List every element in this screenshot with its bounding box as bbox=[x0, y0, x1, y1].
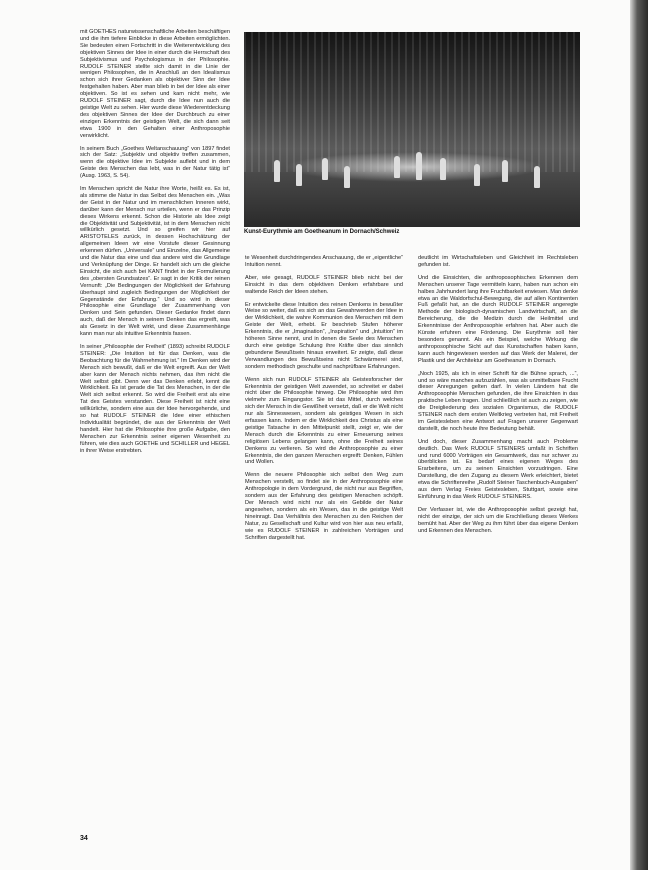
text-column-middle bbox=[245, 255, 403, 820]
eurythmy-photo bbox=[244, 32, 580, 227]
paragraph: Im Menschen spricht die Natur ihre Worte, heißt es. Es ist, als stimme die Natur in das Selbst des Menschen ein. „Was der Geist in der Natur und im menschlichen Inneren wirkt, darüber kann der Mensch nur urteilen, wenn er das Prinzip dieses Wirkens erkennt. Schon die Historie als Idee zeigt die Objektivität und Subjektivität, ist in dem Menschen nicht willkürlich gesetzt. Und so greifen wir hier auf ARISTOTELES zurück, in dessen Hochschätzung der allgemeinen Ideen wir eine Vorstufe dieser Gesinnung erkennen dürfen. „Universale“ und Einzelne, das Allgemeine und die Natur das eine und das andere wird die Grundlage und Verknüpfung der Dinge. Er handelt sich um die gleiche Einsicht, die sich auch bei KANT findet in der Formulierung des „obersten Grundsatzes“. Er sagt in der Kritik der reinen Vernunft: „Die Bedingungen der Möglichkeit der Erfahrung überhaupt sind zugleich Bedingungen der Möglichkeit der Gegenstände der Erfahrung.“ Und so wird in dieser Philosophie eine Grundlage der Zusammenhang von Denken und Sein gefunden. Dieser Gedanke findet dann auch, daß der Mensch in seinem Denken das ergreift, was als Gesetz in der Welt wirkt, und diese Zusammenhänge kann man nur als intuitive Erkenntnis fassen. bbox=[80, 186, 230, 338]
dancer-figure bbox=[274, 160, 280, 182]
dancer-figure bbox=[394, 156, 400, 178]
dancer-figure bbox=[534, 166, 540, 188]
paragraph: In seiner „Philosophie der Freiheit“ (1893) schreibt RUDOLF STEINER: „Die Intuition ist für das Denken, was die Beobachtung für die Wahrnehmung ist.“ Im Denken wird der Mensch sich bewußt, daß er die Welt ergreift. Aus der Welt aber kann der Mensch nichts nehmen, das ihm nicht die Welt selbst gibt. Denn wer das Denken erlebt, kennt die Wirklichkeit. Es ist gerade die Tat des Menschen, in der die Welt sich selbst erkennt. So wird die Freiheit erst als eine Tat des Geistes verstanden. Diese Freiheit ist nicht eine willkürliche, sondern eine aus der Idee hervorgehende, und so hat RUDOLF STEINER die Idee einer ethischen Individualität begründet, die aus der Erkenntnis der Welt handelt. Hier hat die Philosophie ihre große Aufgabe, den Menschen zur Erkenntnis seiner eigenen Wesenheit zu führen, wie dies auch GOETHE und SCHILLER und HEGEL in ihrer Weise erstrebten. bbox=[80, 343, 230, 454]
page-number: 34 bbox=[80, 835, 88, 842]
paragraph: Aber, wie gesagt, RUDOLF STEINER blieb nicht bei der Einsicht in das dem objektiven Denken erfahrbare und waltende Reich der Ideen stehen. bbox=[245, 274, 403, 295]
text-column-right bbox=[418, 255, 578, 820]
paragraph: mit GOETHES naturwissenschaftliche Arbeiten beschäftigen und die ihm tiefere Einblicke in diese Arbeiten ermöglichten. Sie bedeuten einen Fortschritt in die Weiterentwicklung des objektiven Sinnes der Idee in einer durch die Herrschaft des Subjektivismus und Psychologismus in der Philosophie. RUDOLF STEINER stellte sich damit in die Linie der wenigen Philosophen, die in Anschluß an den Idealismus schon sich ihrer Gedanken als objektiver Sinn der Idee festgehalten haben. Aber man blieb in bei der Idee als einer objektiven. So ist es sehen und kam nicht mehr, wie RUDOLF STEINER sagt, durch die Idee nun auch die geistige Welt zu sehen. Hier wurde diese Wiederentdeckung des objektiven Sinnes der Idee der Durchbruch zu einer einzigen Erkenntnis der geistigen Welt, die sich dann seit etwa 1900 in den Gehalten einer Anthroposophie verwirklicht. bbox=[80, 29, 230, 139]
paragraph: Der Verfasser ist, wie die Anthroposophie selbst gezeigt hat, nicht der einzige, der sich um die Erschließung dieses Werkes bemüht hat. Aber der Weg zu ihm führt über das eigene Denken und Erkennen des Menschen. bbox=[418, 506, 578, 534]
paragraph: Wenn sich nun RUDOLF STEINER als Geistesforscher der Erkenntnis der geistigen Welt zuwendet, so schreitet er dabei nicht über die Philosophie hinweg. Die Philosophie wird ihm vielmehr zum Eingangstor. Sie ist das Mittel, durch welches sich der Mensch in die Gewißheit versetzt, daß er die Welt nicht nur als Sinneswesen, sondern als geistiges Wesen in sich erfassen kann. Indem er die Wirklichkeit des Christus als eine geistige Tatsache in den Mittelpunkt stellt, zeigt er, wie der Mensch durch die Erkenntnis zu einer Erneuerung seines religiösen Lebens gelangen kann, ohne die Freiheit seines Denkens zu verlieren. So wird die Anthroposophie zu einer Erkenntnis, die den ganzen Menschen ergreift: Denken, Fühlen und Wollen. bbox=[245, 376, 403, 466]
paragraph: „Noch 1925, als ich in einer Schrift für die Bühne sprach, ...“, und so wäre manches aufzuzählen, was als unmittelbare Frucht dieser Anregungen gelten darf. In vielen Ländern hat die Anthroposophie Menschen gefunden, die ihre Einsichten in das praktische Leben tragen. Und schließlich ist auch zu zeigen, wie die Dreigliederung des sozialen Organismus, die RUDOLF STEINER nach dem ersten Weltkrieg vertreten hat, mit Freiheit im Geistesleben eine Antwort auf Fragen unserer Gegenwart darstellt, die noch heute ihre Bedeutung behält. bbox=[418, 370, 578, 432]
paragraph: te Wesenheit durchdringendes Anschauung, die er „eigentliche“ Intuition nennt. bbox=[245, 255, 403, 268]
dancer-figure bbox=[474, 164, 480, 186]
dancer-figure bbox=[322, 158, 328, 180]
paragraph: deutlicht im Wirtschaftsleben und Gleichheit im Rechtsleben gefunden ist. bbox=[418, 255, 578, 268]
paragraph: Und doch, dieser Zusammenhang macht auch Probleme deutlich. Das Werk RUDOLF STEINERS umfaßt in Schriften und rund 6000 Vorträgen ein Gesamtwerk, das nur schwer zu überblicken ist. Es bedarf eines eigenen Weges des Erarbeitens, um zu seinen Einsichten vorzudringen. Eine Darstellung, die den Zugang zu diesem Werk erleichtert, bietet etwa die Schriftenreihe „Rudolf Steiner Taschenbuch-Ausgaben“ aus dem Verlag Freies Geistesleben, Stuttgart, sowie eine Einführung in das Werk RUDOLF STEINERS. bbox=[418, 438, 578, 500]
paragraph: In seinem Buch „Goethes Weltanschauung“ von 1897 findet sich der Satz: „Subjektiv und objektiv treffen zusammen, wenn die objektive Idee im Subjekte auflebt und in dem Geiste des Menschen das lebt, was in der Natur tätig ist“ (Ausg. 1963, S. 54). bbox=[80, 145, 230, 180]
paragraph: Und die Einsichten, die anthroposophisches Erkennen dem Menschen unserer Tage vermitteln kann, haben nun schon ein halbes Jahrhundert lang ihre Fruchtbarkeit erwiesen. Man denke etwa an die Waldorfschul-Bewegung, die auf allen Kontinenten Fuß gefaßt hat, an die durch RUDOLF STEINER angeregte Methode der biologisch-dynamischen Landwirtschaft, an die Bereicherung, die die Medizin durch die Heilmittel und Erkenntnisse der Anthroposophie erfahren hat. Aber auch die Künste erfuhren eine Förderung. Die Eurythmie soll hier besonders genannt. Als ein Beispiel, welche Wirkung die anthroposophische Sicht auf das Kunstschaffen haben kann, kann auch hingewiesen werden auf das Werk der Malerei, der Plastik und der Architektur am Goetheanum in Dornach. bbox=[418, 274, 578, 364]
photo-caption: Kunst-Eurythmie am Goetheanum in Dornach/Schweiz bbox=[244, 229, 400, 235]
dancer-figure bbox=[296, 164, 302, 186]
paragraph: Er entwickelte diese Intuition des reinen Denkens in bewußter Weise so weiter, daß es sich an das Gewahrwerden der Idee in der Wirklichkeit, die wahre Kommunion des Menschen mit dem Geiste der Welt, erhebt. Er beschrieb Stufen höherer Erkenntnis, die er „Imagination“, „Inspiration“ und „Intuition“ im höheren Sinne nennt, und in denen die Seele des Menschen durch eine geistige Schulung ihre Kräfte über das sinnlich gebundene Bewußtsein hinaus erweitert. Er zeigte, daß diese Verwandlungen des Bewußtseins nicht Schwärmerei sind, sondern methodisch geschulte und nachprüfbare Erfahrungen. bbox=[245, 301, 403, 370]
dancer-figure bbox=[344, 166, 350, 188]
book-spine-shadow bbox=[630, 0, 648, 870]
dancer-figure bbox=[416, 152, 422, 180]
paragraph: Wenn die neuere Philosophie sich selbst den Weg zum Menschen verstellt, so findet sie in der Anthroposophie eine Anthropologie in dem Vordergrund, die nicht nur aus Begriffen, sondern aus der Erfahrung des geistigen Menschen schöpft. Der Mensch wird nicht nur als ein Gebilde der Natur angesehen, sondern als ein Wesen, das in die geistige Welt hineinragt. Das Verhältnis des Menschen zu den Reichen der Natur, zu Gesellschaft und Kultur wird von hier aus neu erfaßt, wie es RUDOLF STEINER in zahlreichen Vorträgen und Schriften dargestellt hat. bbox=[245, 472, 403, 541]
text-column-left bbox=[80, 29, 230, 819]
dancer-figure bbox=[440, 158, 446, 180]
dancer-figure bbox=[502, 160, 508, 182]
